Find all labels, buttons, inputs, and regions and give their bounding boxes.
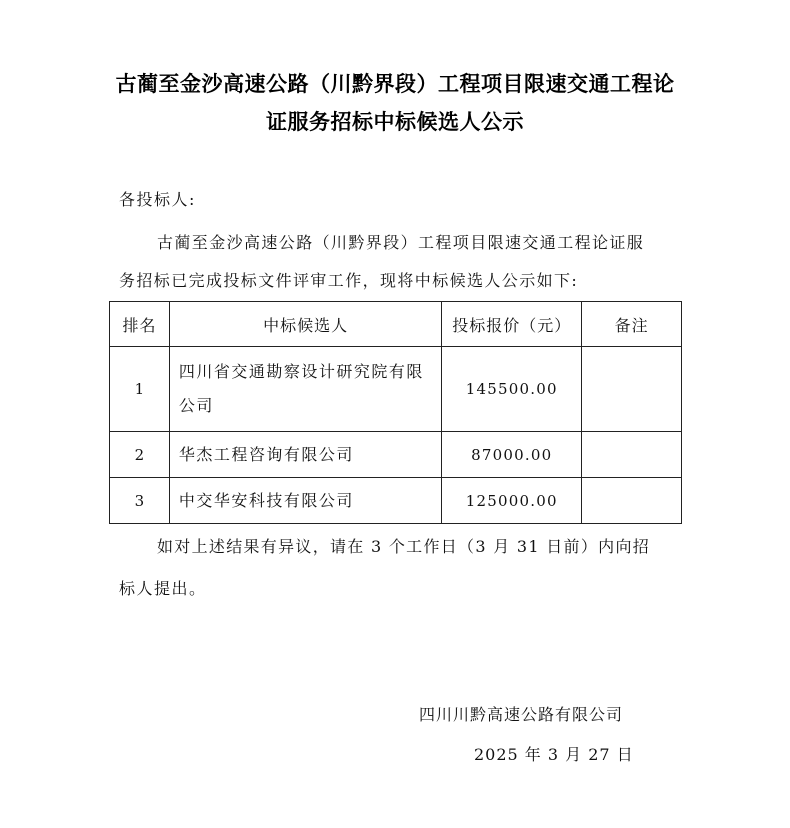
candidate-cell: 四川省交通勘察设计研究院有限公司 [169, 347, 441, 432]
body-paragraph-line-1: 古蔺至金沙高速公路（川黔界段）工程项目限速交通工程论证服 [157, 233, 645, 252]
header-price: 投标报价（元） [442, 302, 582, 347]
body-paragraph-line-2: 务招标已完成投标文件评审工作，现将中标候选人公示如下: [119, 271, 579, 290]
issuer-signature: 四川川黔高速公路有限公司 [419, 705, 624, 724]
remark-cell [582, 432, 682, 478]
table-header-row [110, 302, 682, 347]
price-cell: 87000.00 [442, 432, 582, 478]
header-candidate: 中标候选人 [169, 302, 441, 347]
document-title-line-1: 古蔺至金沙高速公路（川黔界段）工程项目限速交通工程论 [115, 71, 675, 96]
rank-cell: 1 [110, 347, 170, 432]
price-cell: 145500.00 [442, 347, 582, 432]
candidate-table [109, 301, 682, 524]
header-rank: 排名 [110, 302, 170, 347]
remark-cell [582, 478, 682, 524]
objection-notice-line-2: 标人提出。 [119, 579, 207, 598]
objection-notice-line-1: 如对上述结果有异议，请在 3 个工作日（3 月 31 日前）内向招 [157, 537, 651, 556]
table-row [110, 478, 682, 524]
candidate-cell: 华杰工程咨询有限公司 [169, 432, 441, 478]
table-row [110, 347, 682, 432]
price-cell: 125000.00 [442, 478, 582, 524]
rank-cell: 3 [110, 478, 170, 524]
table-row [110, 432, 682, 478]
header-remark: 备注 [582, 302, 682, 347]
rank-cell: 2 [110, 432, 170, 478]
salutation: 各投标人: [119, 190, 196, 209]
document-title-line-2: 证服务招标中标候选人公示 [266, 109, 524, 134]
issue-date: 2025 年 3 月 27 日 [474, 745, 634, 764]
candidate-cell: 中交华安科技有限公司 [169, 478, 441, 524]
remark-cell [582, 347, 682, 432]
